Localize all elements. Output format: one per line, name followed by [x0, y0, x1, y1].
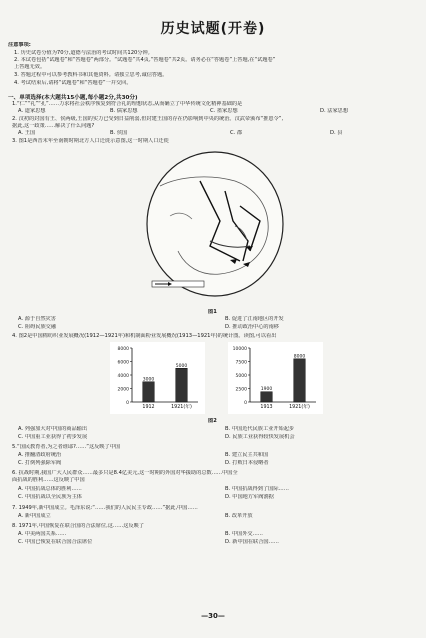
option: A. 推翻清政府统治: [18, 452, 62, 458]
option: B. 中国抗战得到了国际……: [225, 486, 289, 492]
option: B. 中国外交……: [225, 531, 263, 537]
option: B. 儒家思想: [110, 108, 138, 114]
bar-value-label: 8000: [293, 354, 306, 360]
option: A. 中国抗战总体的胜利……: [18, 486, 82, 492]
option: B. 促进了江南地区的开发: [225, 316, 284, 322]
notice-item: 3. 答题过程中可以参考教科书和其他资料。请独立思考,诚信答题。: [14, 72, 168, 78]
question-6-stem-cont: 面抗战的胜利……这反映了中国: [12, 477, 85, 483]
y-tick-label: 10000: [232, 346, 247, 352]
question-6-stem: 6. 抗战时期,我国广大人民群众……最多只是8.4亿美元,这一时期的外国对华援助的总数……中国全: [12, 470, 238, 476]
notice-item: 1. 历史试卷分值为70分,道德与法治的考试时间共120分钟。: [14, 50, 153, 56]
option: C. 郡: [230, 130, 243, 136]
option: C. 墨家思想: [210, 108, 238, 114]
notice-item: 2. 本试卷包括“试题卷”和“答题卷”两部分。“试题卷”共4页,“答题卷”共2页。请务必在“答题卷”上答题,在“试题卷”: [14, 57, 276, 63]
question-8-stem: 8. 1971年,中国恢复在联合国的合法席位,这……这反映了: [12, 523, 145, 529]
bar: [176, 368, 188, 402]
bar-value-label: 3000: [142, 377, 155, 383]
bar-value-label: 5000: [175, 363, 188, 369]
option: D. 新中国在联合国……: [225, 539, 279, 545]
option: A. 新中国成立: [18, 513, 51, 519]
y-tick-label: 2500: [235, 387, 247, 393]
bar: [294, 359, 306, 402]
question-2-stem-cont: 据此,这一政策……解决了什么问题?: [12, 123, 95, 129]
x-tick-label: 1921(年): [171, 405, 192, 410]
bar-value-label: 1900: [260, 387, 273, 393]
option: D. 推动政治中心的南移: [225, 324, 279, 330]
section-heading: 一、单项选择(本大题共15小题,每小题2分,共30分): [8, 95, 138, 101]
option: A. 王国: [18, 130, 36, 136]
option: A. 中美两国关系……: [18, 531, 67, 537]
page-number: —30—: [201, 612, 225, 620]
bar: [143, 382, 155, 402]
option: D. 民族工业获得较快发展机会: [225, 434, 295, 440]
question-2-stem: 2. 汉初的封国有王、侯两级,王国的实力已受到日益削弱,但封建王国的存在仍影响到中央的统治。汉武帝颁布“推恩令”,: [12, 116, 284, 122]
option: C. 中国抗战以全民族为主体: [18, 494, 82, 500]
y-tick-label: 4000: [117, 373, 129, 379]
option: D. 中国地方军阀割据: [225, 494, 274, 500]
option: C. 中国已恢复在联合国合法席位: [18, 539, 93, 545]
y-tick-label: 7500: [235, 360, 247, 366]
option: B. 改革开放: [225, 513, 253, 519]
x-tick-label: 1912: [142, 405, 155, 410]
y-tick-label: 8000: [117, 346, 129, 352]
option: B. 中国近代民族工业开始起步: [225, 426, 295, 432]
bar: [261, 392, 273, 402]
question-4-stem: 4. 图2是中国棉纺织业发展概况(1912—1921年)和机制面粉业发展概况(1913—1921年)的统计图。读图,可以看出: [12, 333, 277, 339]
figure-2-caption: 图2: [208, 418, 217, 424]
notice-item: 上答题无效。: [14, 64, 46, 70]
option: D. 法家思想: [320, 108, 349, 114]
option: D. 县: [330, 130, 343, 136]
question-5-stem: 5.“国民教育者,为之者谁耶?……”这反映了中国: [12, 444, 121, 450]
y-tick-label: 6000: [117, 360, 129, 366]
option: B. 侯国: [110, 130, 128, 136]
question-7-stem: 7. 1949年,新中国成立。毛泽东说:“……我们的人民民主专政……”据此,中国……: [12, 505, 198, 511]
question-3-stem: 3. 图1是西晋末年至南朝时期北方人口迁徙示意图,这一时期人口迁徙: [12, 138, 169, 144]
migration-map-figure: [140, 146, 290, 306]
chart-flour-milling: [228, 342, 323, 414]
y-tick-label: 0: [244, 400, 247, 406]
y-tick-label: 2000: [117, 387, 129, 393]
option: B. 建立民主共和国: [225, 452, 269, 458]
option: C. 打倒列强除军阀: [18, 460, 62, 466]
option: A. 列强加大对中国的商品输出: [18, 426, 88, 432]
question-1-stem: 1.“仁”“礼”“孔”……力求将社会秩序恢复到符合礼的理想状态,从而确立了中华传统文化精神基础的是: [12, 101, 243, 107]
page-title: 历史试题(开卷): [160, 21, 266, 37]
x-tick-label: 1921(年): [289, 405, 310, 410]
option: A. 源于自然灾害: [18, 316, 56, 322]
option: C. 中国重工业获得了初步发展: [18, 434, 88, 440]
y-tick-label: 0: [126, 400, 129, 406]
x-tick-label: 1913: [260, 405, 273, 410]
figure-1-caption: 图1: [208, 309, 217, 315]
y-tick-label: 5000: [235, 373, 247, 379]
notice-item: 4. 考试结束后,请将“试题卷”和“答题卷”一并交回。: [14, 80, 132, 86]
option: C. 阻碍民族交融: [18, 324, 57, 330]
option: D. 打败日本侵略者: [225, 460, 269, 466]
notice-heading: 注意事项:: [8, 42, 31, 48]
chart-cotton-textile: [110, 342, 205, 414]
option: A. 道家思想: [18, 108, 46, 114]
